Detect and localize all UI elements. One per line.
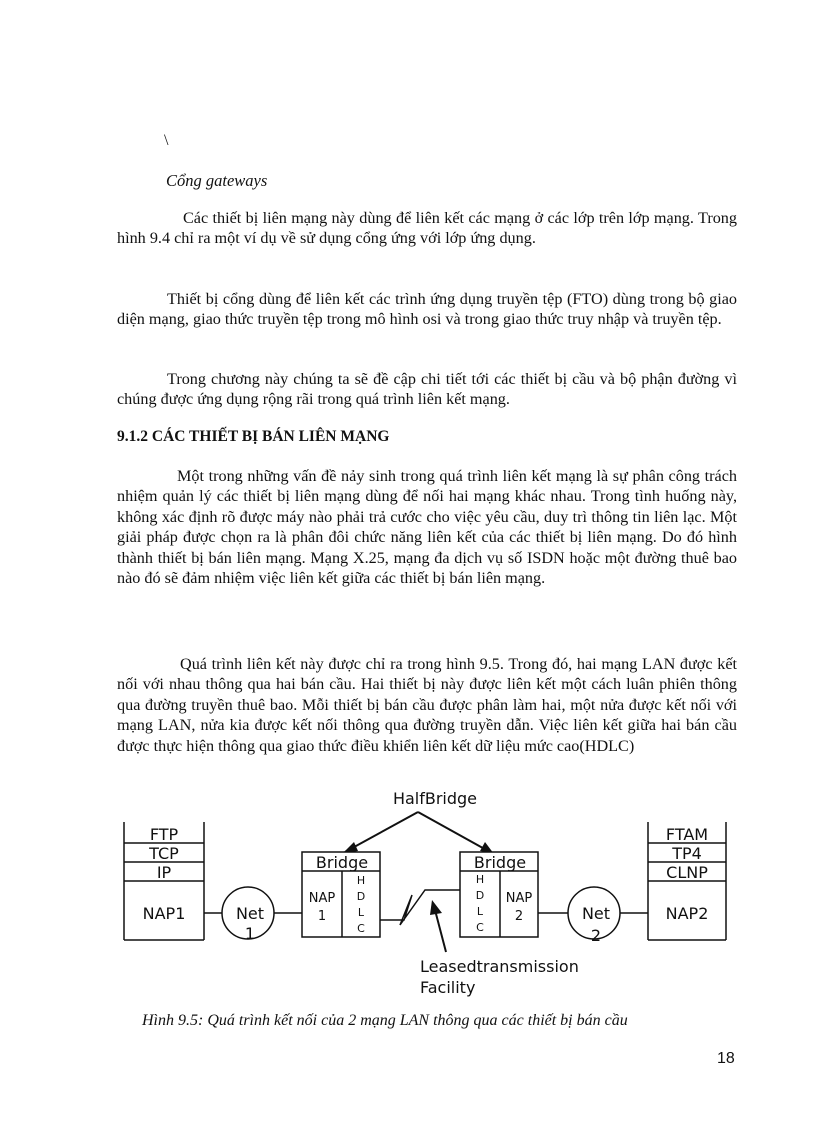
net2-number: 2 xyxy=(590,926,602,945)
left-protocol-stack xyxy=(124,822,204,940)
right-layer-tp4: TP4 xyxy=(672,844,702,863)
left-layer-ftp: FTP xyxy=(149,825,179,844)
right-layer-nap2: NAP2 xyxy=(665,904,709,923)
half-bridge-arrow-left xyxy=(345,812,418,852)
leased-label-1: Leasedtransmission xyxy=(420,957,579,976)
paragraph-2: Thiết bị cổng dùng để liên kết các trình ứng dụng truyền tệp (FTO) dùng trong bộ giao diện mạng, giao thức truyền tệp trong mô hình osi và trong giao thức truy nhập và truyền tệp. xyxy=(117,290,737,329)
paragraph-1: Các thiết bị liên mạng này dùng để liên kết các mạng ở các lớp trên lớp mạng. Trong hình 9.4 chỉ ra một ví dụ về sử dụng cổng ứng với lớp ứng dụng. xyxy=(117,209,737,248)
left-layer-tcp: TCP xyxy=(149,844,179,863)
bridge2-hdlc-c: C xyxy=(476,921,484,934)
bridge1-nap-num: 1 xyxy=(317,909,327,924)
bridge1-hdlc-c: C xyxy=(357,922,365,935)
bridge1-hdlc-d: D xyxy=(356,890,366,903)
paragraph-3: Trong chương này chúng ta sẽ đề cập chi tiết tới các thiết bị cầu và bộ phận đường vì chúng được ứng dụng rộng rãi trong quá trình liên kết mạng. xyxy=(117,370,737,409)
right-layer-clnp: CLNP xyxy=(666,863,708,882)
leased-line-zigzag xyxy=(380,890,460,925)
half-bridge-label: HalfBridge xyxy=(392,789,478,808)
half-bridge-diagram xyxy=(110,780,750,1010)
right-protocol-stack xyxy=(648,822,726,940)
left-layer-nap1: NAP1 xyxy=(142,904,186,923)
bridge2-nap-num: 2 xyxy=(514,909,524,924)
bridge1-hdlc-l: L xyxy=(357,906,365,919)
bridge2-nap: NAP xyxy=(505,891,533,906)
net1-label: Net xyxy=(235,904,265,923)
leased-arrowhead-icon xyxy=(430,900,442,915)
bridge2-hdlc-d: D xyxy=(475,889,485,902)
bridge1-nap: NAP xyxy=(308,891,336,906)
paragraph-4: Một trong những vấn đề nảy sinh trong quá trình liên kết mạng là sự phân công trách nhiệm quản lý các thiết bị liên mạng dùng để nối hai mạng khác nhau. Trong tình huống này, không xác định rõ được máy nào phải trả cước cho việc yêu cầu, duy trì thông tin liên lạc. Một giải pháp được chọn ra là phân đôi chức năng liên kết của các thiết bị liên mạng. Do đó hình thành thiết bị bán liên mạng. Mạng X.25, mạng đa dịch vụ số ISDN hoặc một đường thuê bao nào đó sẽ đảm nhiệm việc liên kết giữa các thiết bị bán liên mạng. xyxy=(117,467,737,588)
bridge1-hdlc-h: H xyxy=(356,874,366,887)
leased-label-2: Facility xyxy=(420,978,476,997)
bridge1-title: Bridge xyxy=(315,853,369,872)
figure-caption: Hình 9.5: Quá trình kết nối của 2 mạng LAN thông qua các thiết bị bán cầu xyxy=(142,1012,628,1029)
half-bridge-arrow-right xyxy=(418,812,490,852)
net2-label: Net xyxy=(581,904,611,923)
bridge1 xyxy=(302,852,380,937)
bridge2-hdlc-l: L xyxy=(476,905,484,918)
net1-number: 1 xyxy=(244,924,256,943)
page-number: 18 xyxy=(717,1050,735,1067)
paragraph-5: Quá trình liên kết này được chỉ ra trong hình 9.5. Trong đó, hai mạng LAN được kết nối với nhau thông qua hai bán cầu. Hai thiết bị này được liên kết một cách luân phiên thông qua đường truyền thuê bao. Mỗi thiết bị bán cầu được phân làm hai, một nửa được kết nối với mạng LAN, nửa kia được kết nối thông qua đường truyền dẫn. Việc liên kết giữa hai bán cầu được thực hiện thông qua giao thức điều khiển liên kết dữ liệu mức cao(HDLC) xyxy=(117,655,737,755)
bridge2-title: Bridge xyxy=(473,853,527,872)
left-layer-ip: IP xyxy=(156,863,172,882)
right-layer-ftam: FTAM xyxy=(665,825,709,844)
subheading-gateways: Cổng gateways xyxy=(166,171,268,190)
section-title: 9.1.2 CÁC THIẾT BỊ BÁN LIÊN MẠNG xyxy=(117,428,390,445)
backslash-marker: \ xyxy=(164,132,169,149)
bridge2 xyxy=(460,852,538,937)
leased-arrow xyxy=(435,910,446,952)
bridge2-hdlc-h: H xyxy=(475,873,485,886)
